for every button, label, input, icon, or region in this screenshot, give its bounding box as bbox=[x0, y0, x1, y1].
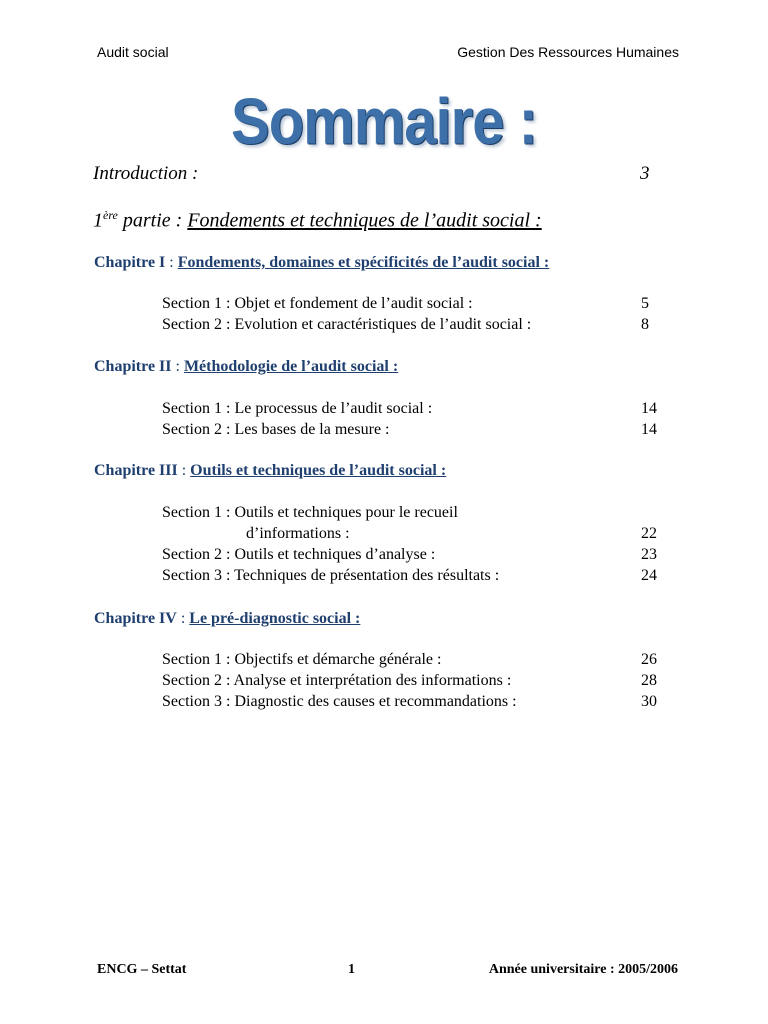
header-left: Audit social bbox=[97, 44, 169, 60]
section-entry: Section 2 : Les bases de la mesure : bbox=[162, 421, 390, 438]
section-entry: Section 1 : Le processus de l’audit social : bbox=[162, 400, 433, 417]
section-entry: Section 1 : Outils et techniques pour le recueil bbox=[162, 504, 458, 521]
partie-heading bbox=[93, 208, 542, 233]
header-right: Gestion Des Ressources Humaines bbox=[457, 44, 679, 60]
section-entry: Section 3 : Diagnostic des causes et recommandations : bbox=[162, 693, 517, 710]
section-page: 30 bbox=[641, 693, 657, 710]
chapter-heading bbox=[94, 610, 360, 628]
section-page: 14 bbox=[641, 421, 657, 438]
section-page: 22 bbox=[641, 525, 657, 542]
chapter-heading bbox=[94, 254, 549, 272]
partie-title: Fondements et techniques de l’audit social : bbox=[187, 209, 542, 232]
chapter-title: Méthodologie de l’audit social : bbox=[183, 358, 399, 375]
section-entry: Section 2 : Analyse et interprétation des informations : bbox=[162, 672, 512, 689]
section-page: 14 bbox=[641, 400, 657, 417]
chapter-label: Chapitre II bbox=[94, 358, 172, 375]
section-page: 5 bbox=[641, 295, 649, 312]
chapter-label: Chapitre III bbox=[94, 462, 178, 479]
section-entry: Section 1 : Objectifs et démarche générale : bbox=[162, 651, 442, 668]
section-entry-continuation: d’informations : bbox=[246, 525, 350, 542]
section-entry: Section 2 : Evolution et caractéristiques de l’audit social : bbox=[162, 316, 532, 333]
chapter-heading bbox=[94, 358, 398, 376]
chapter-title: Outils et techniques de l’audit social : bbox=[190, 462, 447, 479]
introduction-label: Introduction : bbox=[93, 163, 199, 184]
section-entry: Section 3 : Techniques de présentation des résultats : bbox=[162, 567, 500, 584]
partie-number: 1 bbox=[93, 209, 103, 232]
chapter-separator: : bbox=[165, 254, 178, 271]
section-page: 8 bbox=[641, 316, 649, 333]
section-page: 24 bbox=[641, 567, 657, 584]
chapter-separator: : bbox=[177, 462, 191, 479]
chapter-label: Chapitre I bbox=[94, 254, 166, 271]
section-entry: Section 2 : Outils et techniques d’analyse : bbox=[162, 546, 436, 563]
section-page: 26 bbox=[641, 651, 657, 668]
chapter-heading bbox=[94, 462, 446, 480]
introduction-page: 3 bbox=[640, 163, 650, 184]
page-title: Sommaire : bbox=[231, 85, 537, 158]
partie-superscript: ère bbox=[103, 208, 118, 222]
chapter-separator: : bbox=[171, 358, 184, 375]
section-page: 23 bbox=[641, 546, 657, 563]
chapter-title: Le pré-diagnostic social : bbox=[189, 610, 361, 627]
chapter-title: Fondements, domaines et spécificités de l’audit social : bbox=[177, 254, 550, 271]
footer-page-number: 1 bbox=[348, 962, 355, 977]
partie-word: partie : bbox=[117, 209, 188, 232]
section-page: 28 bbox=[641, 672, 657, 689]
section-entry: Section 1 : Objet et fondement de l’audit social : bbox=[162, 295, 473, 312]
chapter-label: Chapitre IV bbox=[94, 610, 177, 627]
footer-right: Année universitaire : 2005/2006 bbox=[488, 962, 678, 977]
chapter-separator: : bbox=[176, 610, 190, 627]
footer-left: ENCG – Settat bbox=[97, 962, 187, 977]
